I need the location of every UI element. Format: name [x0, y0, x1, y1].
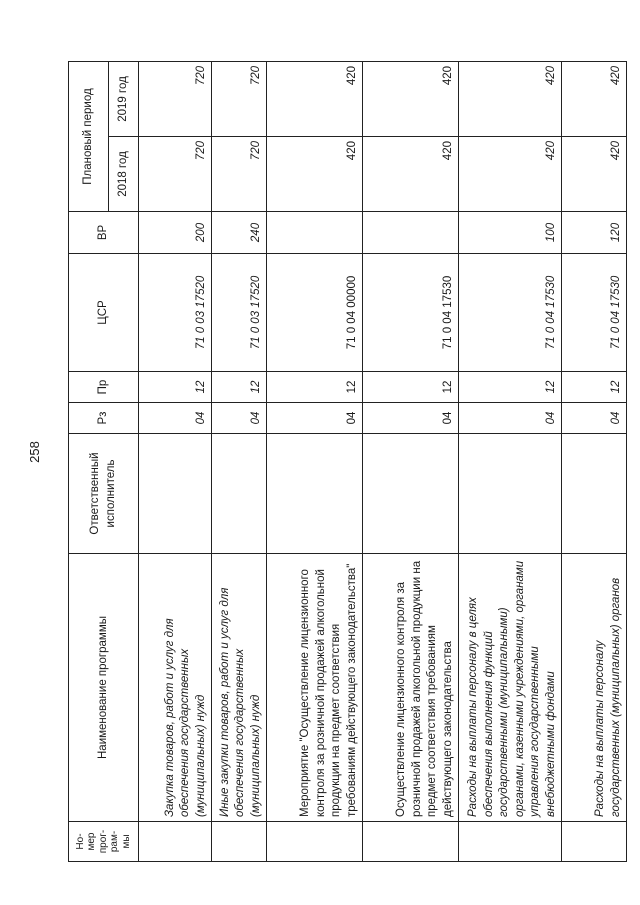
- header-vr: ВР: [69, 212, 139, 254]
- table-body: [69, 61, 627, 861]
- row-program-name: Расходы на выплаты персоналу в целях обеспечения выполнения функций государственными (муниципальными) органами, казенными учреждениями, органами управления государственными внебюджетными фондами: [459, 554, 562, 822]
- row-rz: 04: [363, 403, 459, 434]
- header-program-number: Но- мер прог- рам- мы: [69, 822, 139, 862]
- row-executor-cell: [139, 434, 212, 554]
- row-program-name: Закупка товаров, работ и услуг для обеспечения государственных (муниципальных) нужд: [139, 554, 212, 822]
- row-value-2019: 420: [459, 61, 562, 136]
- row-value-2018: 420: [459, 137, 562, 212]
- row-program-name: Мероприятие "Осуществление лицензионного контроля за розничной продажей алкогольной продукции на предмет соответствия требованиям действующего законодательства": [267, 554, 363, 822]
- header-planned-period: Плановый период: [69, 61, 109, 211]
- table-row: [139, 61, 212, 861]
- row-pr: 12: [139, 372, 212, 403]
- table-row: [363, 61, 459, 861]
- table-row: [212, 61, 267, 861]
- row-number-cell: [562, 822, 627, 862]
- row-number-cell: [139, 822, 212, 862]
- row-csr: 71 0 04 17530: [562, 254, 627, 372]
- row-vr: 200: [139, 212, 212, 254]
- row-value-2019: 720: [212, 61, 267, 136]
- row-value-2018: 420: [562, 137, 627, 212]
- row-program-name: Иные закупки товаров, работ и услуг для обеспечения государственных (муниципальных) нужд: [212, 554, 267, 822]
- row-vr: 240: [212, 212, 267, 254]
- header-csr: ЦСР: [69, 254, 139, 372]
- row-rz: 04: [459, 403, 562, 434]
- row-executor-cell: [212, 434, 267, 554]
- header-year-2018: 2018 год: [109, 137, 139, 212]
- row-pr: 12: [212, 372, 267, 403]
- row-rz: 04: [139, 403, 212, 434]
- row-value-2018: 420: [267, 137, 363, 212]
- row-csr: 71 0 04 17530: [459, 254, 562, 372]
- row-pr: 12: [363, 372, 459, 403]
- row-number-cell: [267, 822, 363, 862]
- row-vr: 100: [459, 212, 562, 254]
- budget-table: [68, 61, 627, 862]
- table-row: [562, 61, 627, 861]
- row-pr: 12: [459, 372, 562, 403]
- row-vr: [363, 212, 459, 254]
- row-rz: 04: [562, 403, 627, 434]
- budget-table-rotated: [68, 62, 622, 862]
- row-csr: 71 0 03 17520: [139, 254, 212, 372]
- row-value-2019: 420: [267, 61, 363, 136]
- row-csr: 71 0 04 00000: [267, 254, 363, 372]
- row-executor-cell: [363, 434, 459, 554]
- row-executor-cell: [267, 434, 363, 554]
- row-value-2019: 420: [562, 61, 627, 136]
- table-row: [459, 61, 562, 861]
- row-pr: 12: [267, 372, 363, 403]
- row-program-name: Расходы на выплаты персоналу государственных (муниципальных) органов: [562, 554, 627, 822]
- row-vr: [267, 212, 363, 254]
- row-rz: 04: [212, 403, 267, 434]
- row-number-cell: [363, 822, 459, 862]
- row-csr: 71 0 04 17530: [363, 254, 459, 372]
- header-program-name: Наименование программы: [69, 554, 139, 822]
- page-number: 258: [27, 441, 42, 463]
- header-rz: Рз: [69, 403, 139, 434]
- row-value-2019: 420: [363, 61, 459, 136]
- row-number-cell: [459, 822, 562, 862]
- row-value-2018: 420: [363, 137, 459, 212]
- header-executor: Ответственный исполнитель: [69, 434, 139, 554]
- table-row: [267, 61, 363, 861]
- row-value-2019: 720: [139, 61, 212, 136]
- row-pr: 12: [562, 372, 627, 403]
- header-pr: Пр: [69, 372, 139, 403]
- row-value-2018: 720: [212, 137, 267, 212]
- row-program-name: Осуществление лицензионного контроля за розничной продажей алкогольной продукции на предмет соответствия требованиям действующего законодательства: [363, 554, 459, 822]
- row-executor-cell: [562, 434, 627, 554]
- header-year-2019: 2019 год: [109, 61, 139, 136]
- row-number-cell: [212, 822, 267, 862]
- header-row-1: [69, 61, 109, 861]
- row-vr: 120: [562, 212, 627, 254]
- row-value-2018: 720: [139, 137, 212, 212]
- row-csr: 71 0 03 17520: [212, 254, 267, 372]
- row-rz: 04: [267, 403, 363, 434]
- row-executor-cell: [459, 434, 562, 554]
